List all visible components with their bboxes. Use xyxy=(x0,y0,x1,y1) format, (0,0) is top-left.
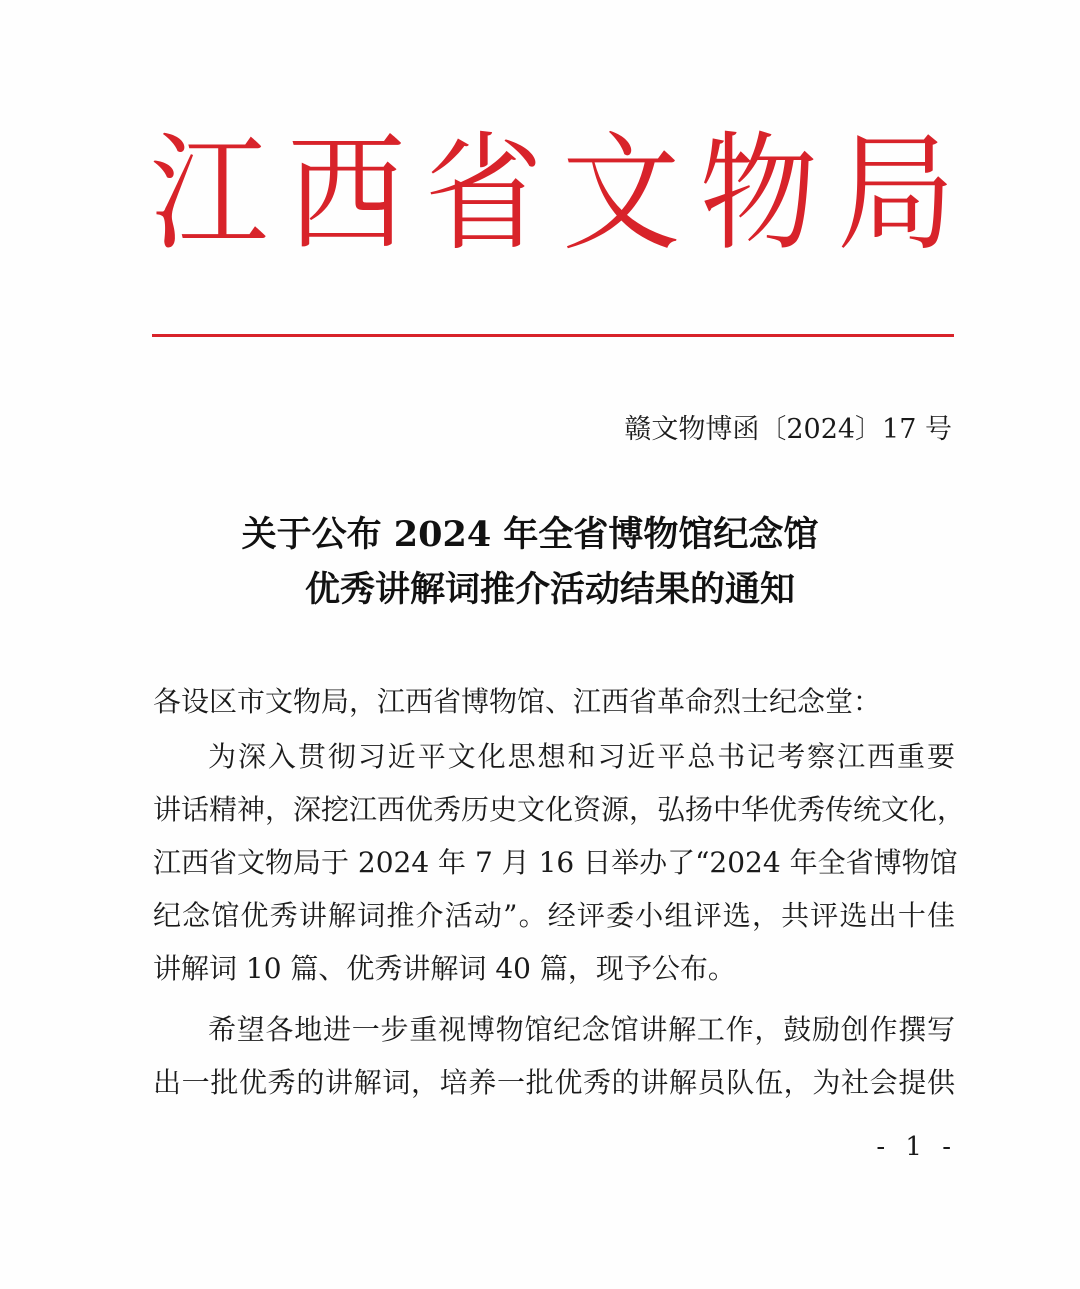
notice-title-line-1: 关于公布 2024 年全省博物馆纪念馆 xyxy=(241,514,819,555)
salutation: 各设区市文物局，江西省博物馆、江西省革命烈士纪念堂： xyxy=(153,685,882,718)
notice-title-line-2: 优秀讲解词推介活动结果的通知 xyxy=(304,569,795,610)
body-line: 讲话精神，深挖江西优秀历史文化资源，弘扬中华优秀传统文化， xyxy=(153,793,966,826)
red-divider-rule xyxy=(152,334,954,337)
body-line: 出一批优秀的讲解词，培养一批优秀的讲解员队伍，为社会提供 xyxy=(153,1066,955,1099)
document-number: 赣文物博函〔2024〕17 号 xyxy=(624,414,952,445)
masthead-char: 文 xyxy=(562,118,681,268)
masthead-char: 物 xyxy=(699,118,818,268)
masthead-char: 江 xyxy=(150,118,269,268)
masthead-title xyxy=(150,118,955,268)
masthead-char: 西 xyxy=(287,118,406,268)
body-line: 纪念馆优秀讲解词推介活动”。经评委小组评选，共评选出十佳 xyxy=(153,899,955,932)
masthead-char: 局 xyxy=(836,118,955,268)
body-line: 希望各地进一步重视博物馆纪念馆讲解工作，鼓励创作撰写 xyxy=(208,1013,955,1046)
body-line: 江西省文物局于 2024 年 7 月 16 日举办了“2024 年全省博物馆 xyxy=(153,846,958,879)
body-line: 为深入贯彻习近平文化思想和习近平总书记考察江西重要 xyxy=(208,740,955,773)
body-line: 讲解词 10 篇、优秀讲解词 40 篇，现予公布。 xyxy=(153,952,736,985)
masthead-char: 省 xyxy=(424,118,543,268)
page-number: - 1 - xyxy=(876,1132,957,1162)
